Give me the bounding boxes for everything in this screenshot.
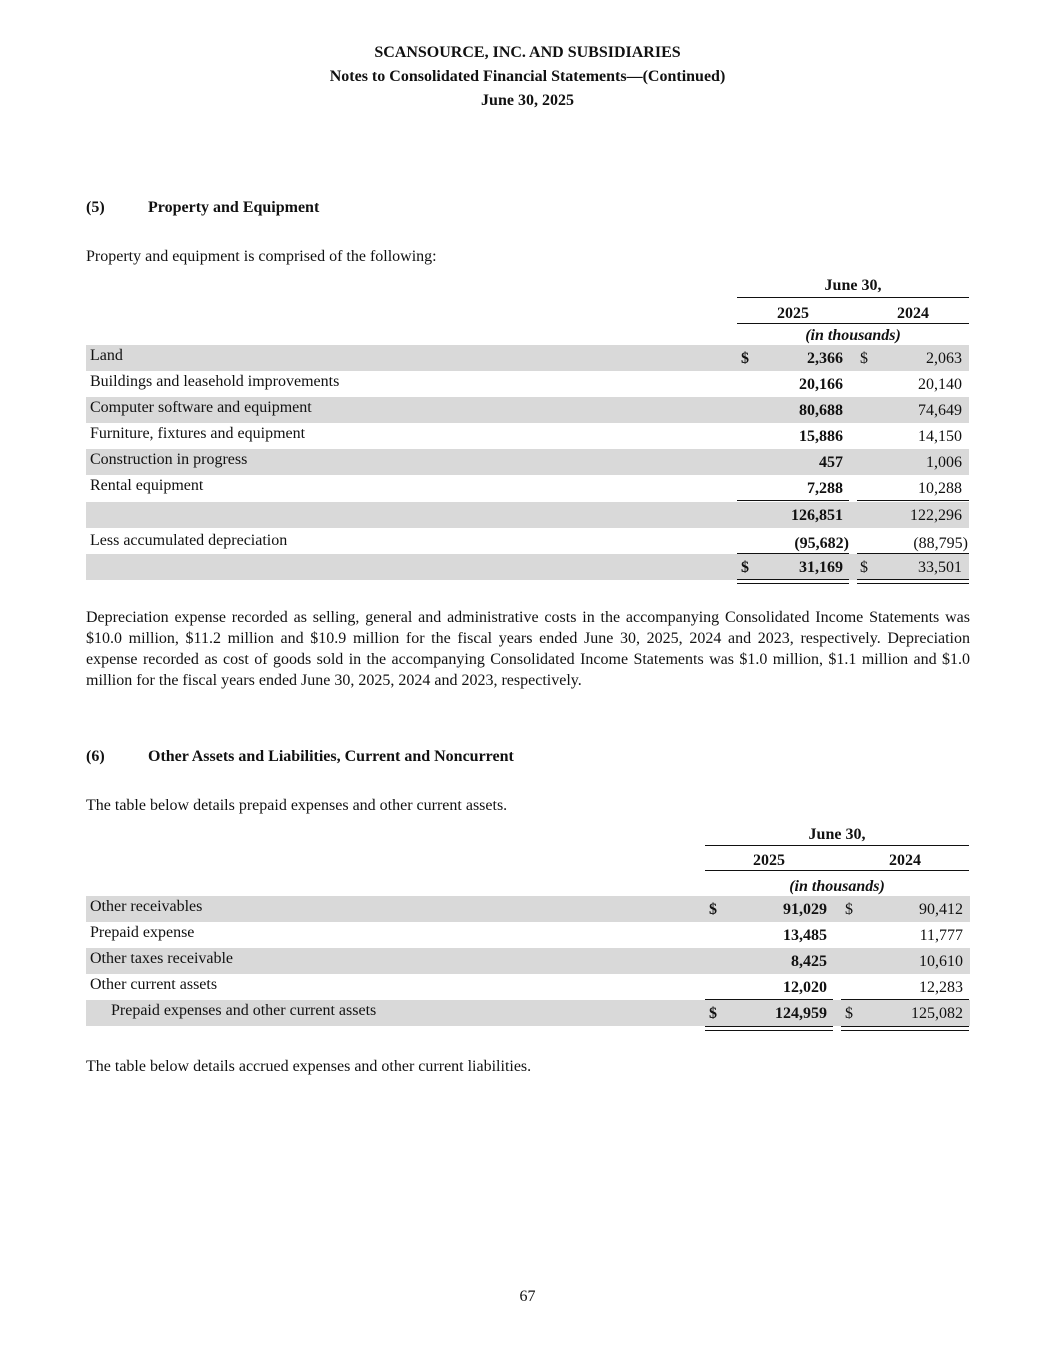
table-row	[86, 475, 969, 501]
company-name: SCANSOURCE, INC. AND SUBSIDIARIES	[374, 44, 681, 61]
value-2025: 15,886	[799, 428, 843, 445]
value-2024: 14,150	[918, 428, 962, 445]
value-2024: 2,063	[926, 350, 962, 367]
double-rule-2024	[857, 579, 969, 584]
currency-2025: $	[741, 350, 749, 367]
section-5-heading	[86, 199, 319, 217]
col-header-2024: 2024	[897, 305, 929, 322]
value-2024: 90,412	[919, 901, 963, 918]
table-period-header: June 30,	[808, 826, 866, 843]
value-2024: 10,610	[919, 953, 963, 970]
value-2025: 126,851	[791, 507, 843, 524]
table-row-total	[86, 1000, 970, 1026]
value-2024: (88,795)	[913, 535, 968, 552]
value-2025: (95,682)	[794, 535, 849, 552]
row-label: Furniture, fixtures and equipment	[90, 425, 306, 442]
subtotal-rule-2025	[737, 500, 849, 501]
section-5-number: (5)	[86, 199, 105, 216]
row-label: Other receivables	[90, 898, 203, 915]
table-row	[86, 974, 970, 1000]
section-6-outro: The table below details accrued expenses and other current liabilities.	[86, 1058, 532, 1075]
currency-2024: $	[845, 1005, 853, 1022]
units-label: (in thousands)	[805, 327, 901, 344]
table-period-header: June 30,	[824, 277, 882, 294]
value-2024: 33,501	[918, 559, 962, 576]
depreciation-paragraph: Depreciation expense recorded as selling, general and administrative costs in the accompanying Consolidated Income Statements was $10.0 million, $11.2 million and $10.9 million for the fiscal years ended June 30, 2025, 2024 and 2023, respectively. Depreciation expense recorded as cost of goods sold in the accompanying Consolidated Income Statements was $1.0 million, $1.1 million and $1.0 million for the fiscal years ended June 30, 2025, 2024 and 2023, respectively.	[86, 609, 970, 689]
header-rule	[737, 323, 969, 324]
row-label: Rental equipment	[90, 477, 204, 494]
col-header-2025: 2025	[777, 305, 809, 322]
header-rule	[705, 870, 969, 871]
row-label: Buildings and leasehold improvements	[90, 373, 340, 390]
row-label: Land	[90, 347, 123, 364]
value-2024: 74,649	[918, 402, 962, 419]
table-row	[86, 896, 970, 922]
col-header-2025: 2025	[753, 852, 785, 869]
table-row	[86, 948, 970, 974]
table-row	[86, 397, 969, 423]
section-6-title: Other Assets and Liabilities, Current and Noncurrent	[148, 748, 514, 765]
value-2024: 12,283	[919, 979, 963, 996]
section-6-heading	[86, 748, 514, 766]
units-label: (in thousands)	[789, 878, 885, 895]
value-2025: 13,485	[783, 927, 827, 944]
table-row	[86, 423, 969, 449]
value-2024: 122,296	[910, 507, 962, 524]
value-2025: 12,020	[783, 979, 827, 996]
table-row-total	[86, 554, 969, 580]
currency-2024: $	[860, 559, 868, 576]
table-row	[86, 345, 969, 371]
value-2024: 11,777	[919, 927, 963, 944]
currency-2024: $	[860, 350, 868, 367]
double-rule-2025	[737, 579, 849, 584]
table-row	[86, 449, 969, 475]
row-label: Prepaid expense	[90, 924, 195, 941]
header-rule	[737, 297, 969, 298]
currency-2024: $	[845, 901, 853, 918]
value-2025: 20,166	[799, 376, 843, 393]
row-label: Other taxes receivable	[90, 950, 234, 967]
section-6-number: (6)	[86, 748, 105, 765]
value-2025: 7,288	[807, 480, 843, 497]
section-5-title: Property and Equipment	[148, 199, 320, 216]
table-row	[86, 922, 970, 948]
header-rule	[705, 845, 969, 846]
value-2025: 91,029	[783, 901, 827, 918]
section-6-intro: The table below details prepaid expenses and other current assets.	[86, 797, 508, 814]
subtotal-rule-2024	[857, 500, 969, 501]
row-label: Other current assets	[90, 976, 218, 993]
double-rule-2025	[705, 1026, 833, 1031]
col-header-2024: 2024	[889, 852, 921, 869]
value-2025: 8,425	[791, 953, 827, 970]
row-label: Construction in progress	[90, 451, 248, 468]
document-subtitle: Notes to Consolidated Financial Statements—(Continued)	[329, 68, 726, 85]
value-2024: 20,140	[918, 376, 962, 393]
document-date: June 30, 2025	[481, 92, 574, 109]
double-rule-2024	[841, 1026, 969, 1031]
table-row-subtotal	[86, 502, 969, 528]
value-2025: 2,366	[807, 350, 843, 367]
value-2024: 1,006	[926, 454, 962, 471]
table-row	[86, 371, 969, 397]
value-2024: 125,082	[911, 1005, 963, 1022]
currency-2025: $	[741, 559, 749, 576]
currency-2025: $	[709, 1005, 717, 1022]
value-2024: 10,288	[918, 480, 962, 497]
value-2025: 457	[819, 454, 843, 471]
value-2025: 31,169	[799, 559, 843, 576]
row-label: Prepaid expenses and other current assets	[111, 1002, 377, 1019]
row-label: Computer software and equipment	[90, 399, 312, 416]
value-2025: 80,688	[799, 402, 843, 419]
section-5-intro: Property and equipment is comprised of the following:	[86, 248, 437, 265]
value-2025: 124,959	[775, 1005, 827, 1022]
currency-2025: $	[709, 901, 717, 918]
page-number: 67	[519, 1288, 536, 1305]
row-label: Less accumulated depreciation	[90, 532, 288, 549]
